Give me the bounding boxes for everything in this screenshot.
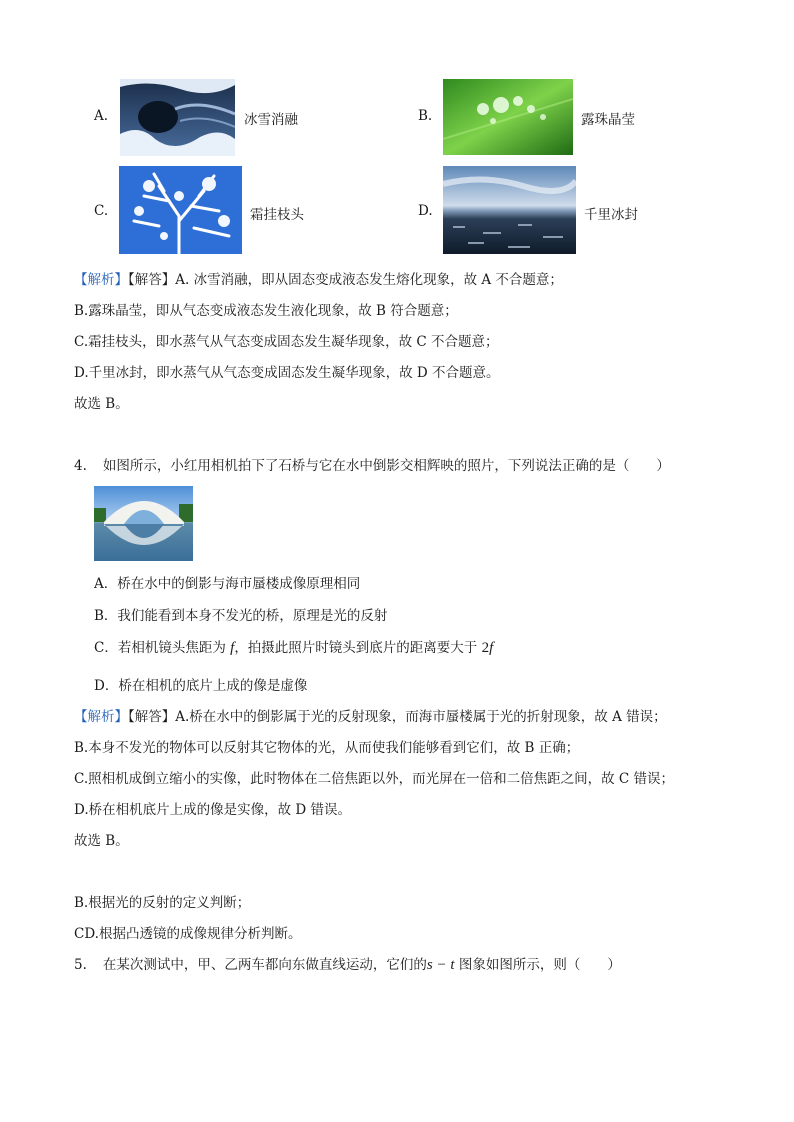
- q4-option-d: D．桥在相机的底片上成的像是虚像: [94, 678, 308, 694]
- snow-melting-image: [120, 79, 235, 156]
- option-d-letter: D.: [418, 203, 433, 219]
- q3-conclusion: 故选 B。: [74, 396, 129, 412]
- q4-answer-line: 【解答】A.桥在水中的倒影属于光的反射现象，而海市蜃楼属于光的折射现象，故 A 错误；: [128, 709, 667, 725]
- q4-analysis-line4: D.桥在相机底片上成的像是实像，故 D 错误。: [74, 802, 352, 818]
- option-c-label: 霜挂枝头: [250, 207, 304, 223]
- math-f: f: [230, 640, 235, 656]
- q3-analysis-line3: C.霜挂枝头，即水蒸气从气态变成固态发生凝华现象，故 C 不合题意；: [74, 334, 499, 350]
- frost-branches-image: [119, 166, 242, 254]
- dew-drops-image: [443, 79, 573, 155]
- q4-option-c: [94, 638, 493, 658]
- analysis-tag: 【解析】: [74, 272, 128, 288]
- q5-number: 5.: [74, 957, 87, 973]
- analysis-tag: 【解析】: [74, 709, 128, 725]
- q5-stem-prefix: 在某次测试中，甲、乙两车都向东做直线运动，它们的: [102, 957, 427, 973]
- q4-number: 4.: [74, 458, 87, 474]
- q4-analysis-line2: B.本身不发光的物体可以反射其它物体的光，从而使我们能够看到它们，故 B 正确；: [74, 740, 580, 756]
- math-2: 2: [481, 640, 490, 656]
- q5-stem-line: [74, 955, 621, 975]
- q3-answer-line: 【解答】A. 冰雪消融，即从固态变成液态发生熔化现象，故 A 不合题意；: [128, 272, 563, 288]
- q4-stem-line: [74, 456, 670, 476]
- math-f2: f: [489, 640, 494, 656]
- q4-analysis-line3: C.照相机成倒立缩小的实像，此时物体在二倍焦距以外，而光屏在一倍和二倍焦距之间，故 C 错误；: [74, 771, 675, 787]
- option-d-label: 千里冰封: [584, 207, 638, 223]
- q4-option-b: B．我们能看到本身不发光的桥，原理是光的反射: [94, 608, 388, 624]
- q3-analysis-line4: D.千里冰封，即水蒸气从气态变成固态发生凝华现象，故 D 不合题意。: [74, 365, 500, 381]
- q4-note1: B.根据光的反射的定义判断；: [74, 895, 251, 911]
- q4-option-a: A．桥在水中的倒影与海市蜃楼成像原理相同: [94, 576, 361, 592]
- option-c-letter: C.: [94, 203, 109, 219]
- stone-bridge-image: [94, 486, 193, 561]
- q4-option-c-prefix: C．若相机镜头焦距为: [94, 640, 226, 656]
- q4-stem: 如图所示，小红用相机拍下了石桥与它在水中倒影交相辉映的照片，下列说法正确的是（ ）: [102, 458, 670, 474]
- q4-analysis-line1: [74, 707, 667, 727]
- frozen-lake-image: [443, 166, 576, 254]
- option-b-label: 露珠晶莹: [581, 112, 635, 128]
- q4-note2: CD.根据凸透镜的成像规律分析判断。: [74, 926, 302, 942]
- q5-stem-suffix: 图象如图所示，则（ ）: [458, 957, 621, 973]
- option-a-letter: A.: [94, 108, 109, 124]
- option-a-label: 冰雪消融: [244, 112, 298, 128]
- q4-conclusion: 故选 B。: [74, 833, 129, 849]
- q3-analysis-line2: B.露珠晶莹，即从气态变成液态发生液化现象，故 B 符合题意；: [74, 303, 458, 319]
- q3-analysis-line1: [74, 270, 563, 290]
- q4-option-c-middle: ，拍摄此照片时镜头到底片的距离要大于: [234, 640, 478, 656]
- math-s-t: s − t: [426, 957, 455, 973]
- option-b-letter: B.: [418, 108, 433, 124]
